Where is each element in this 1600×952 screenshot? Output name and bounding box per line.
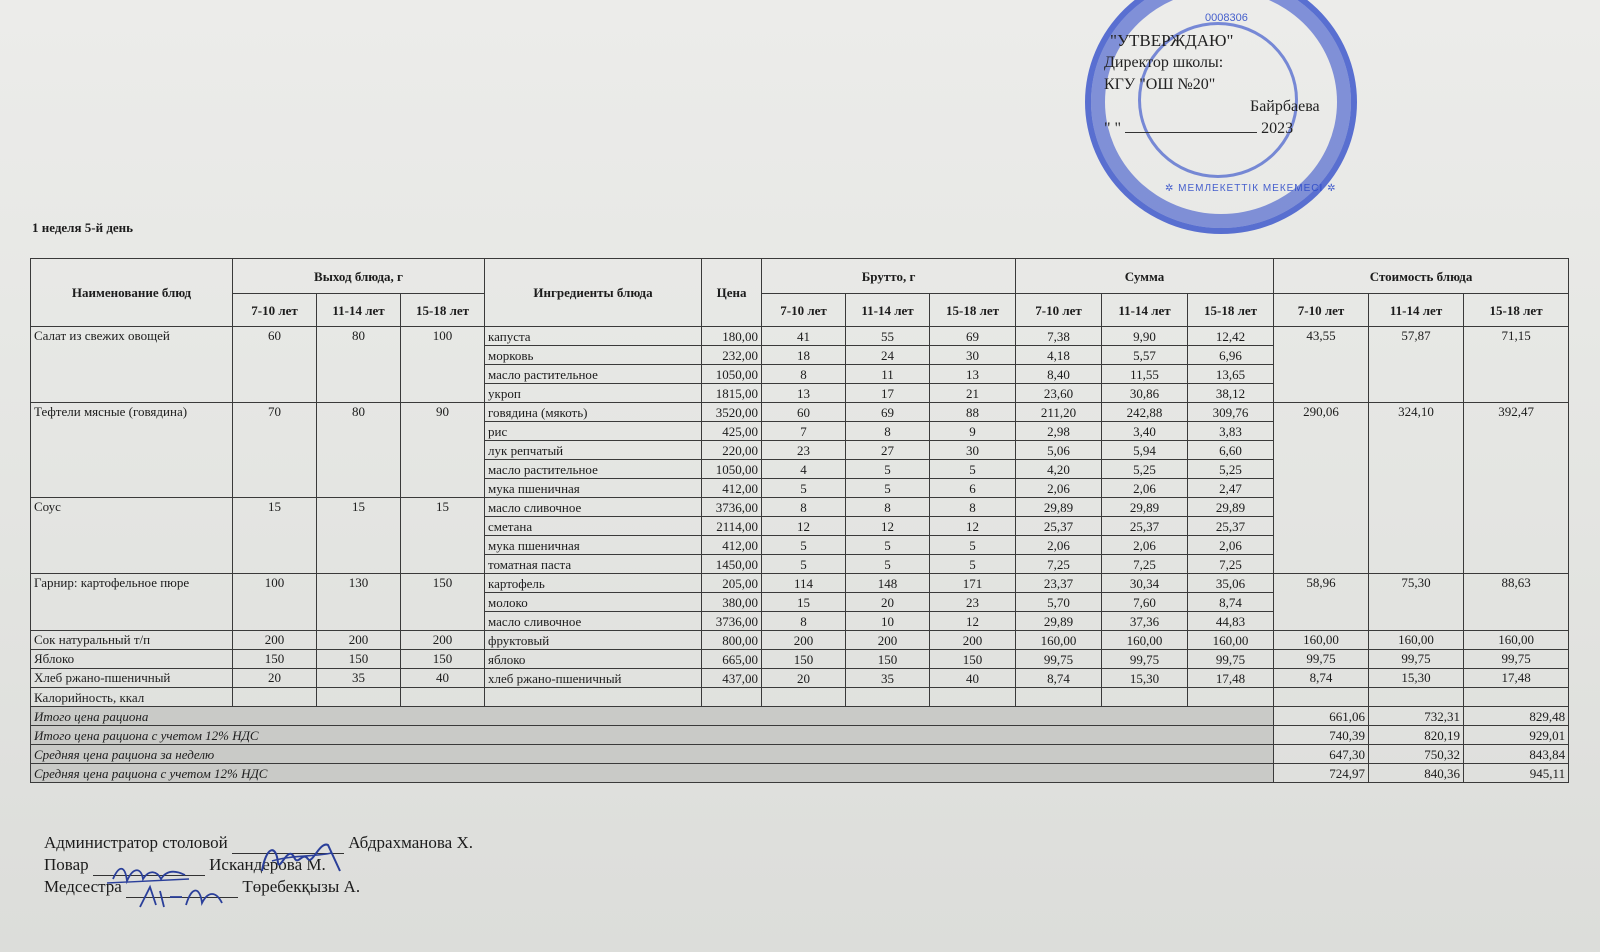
ingredient-name: капуста bbox=[485, 327, 702, 346]
ingredient-sum: 4,18 bbox=[1016, 346, 1102, 365]
ingredient-sum: 29,89 bbox=[1102, 498, 1188, 517]
ingredient-sum: 99,75 bbox=[1188, 650, 1274, 669]
header-sum: Сумма bbox=[1016, 259, 1274, 294]
dish-cost: 160,00 bbox=[1274, 631, 1369, 650]
signature-name: Искандерова М. bbox=[209, 855, 326, 874]
empty-cell bbox=[762, 688, 846, 707]
ingredient-gross: 18 bbox=[762, 346, 846, 365]
signature-field bbox=[126, 897, 238, 898]
seal-code: 0008306 bbox=[1205, 12, 1248, 24]
approval-date-year: 2023 bbox=[1261, 120, 1294, 137]
ingredient-gross: 5 bbox=[846, 479, 930, 498]
dish-output: 60 bbox=[233, 327, 317, 403]
dish-output: 150 bbox=[401, 574, 485, 631]
ingredient-gross: 13 bbox=[762, 384, 846, 403]
empty-cell bbox=[401, 688, 485, 707]
ingredient-gross: 5 bbox=[762, 479, 846, 498]
ingredient-gross: 41 bbox=[762, 327, 846, 346]
ingredient-sum: 30,86 bbox=[1102, 384, 1188, 403]
ingredient-sum: 160,00 bbox=[1102, 631, 1188, 650]
ingredient-sum: 7,38 bbox=[1016, 327, 1102, 346]
dish-output: 70 bbox=[233, 403, 317, 498]
ingredient-sum: 37,36 bbox=[1102, 612, 1188, 631]
ingredient-sum: 38,12 bbox=[1188, 384, 1274, 403]
total-value: 945,11 bbox=[1464, 764, 1569, 783]
calories-row bbox=[31, 688, 1569, 707]
ingredient-sum: 5,06 bbox=[1016, 441, 1102, 460]
ingredient-gross: 69 bbox=[930, 327, 1016, 346]
ingredient-sum: 15,30 bbox=[1102, 669, 1188, 688]
ingredient-sum: 30,34 bbox=[1102, 574, 1188, 593]
ingredient-gross: 30 bbox=[930, 441, 1016, 460]
dish-output: 150 bbox=[317, 650, 401, 669]
empty-cell bbox=[1369, 688, 1464, 707]
header-age: 15-18 лет bbox=[1188, 294, 1274, 327]
ingredient-sum: 29,89 bbox=[1016, 498, 1102, 517]
ingredient-sum: 2,98 bbox=[1016, 422, 1102, 441]
ingredient-name: картофель bbox=[485, 574, 702, 593]
ingredient-sum: 35,06 bbox=[1188, 574, 1274, 593]
ingredient-sum: 6,96 bbox=[1188, 346, 1274, 365]
dish-cost: 17,48 bbox=[1464, 669, 1569, 688]
total-value: 740,39 bbox=[1274, 726, 1369, 745]
dish-name: Соус bbox=[31, 498, 233, 574]
dish-output: 200 bbox=[401, 631, 485, 650]
ingredient-sum: 9,90 bbox=[1102, 327, 1188, 346]
ingredient-sum: 23,37 bbox=[1016, 574, 1102, 593]
ingredient-sum: 2,06 bbox=[1188, 536, 1274, 555]
ingredient-gross: 8 bbox=[762, 498, 846, 517]
ingredient-sum: 8,40 bbox=[1016, 365, 1102, 384]
menu-table bbox=[30, 258, 1569, 783]
empty-cell bbox=[317, 688, 401, 707]
header-age: 11-14 лет bbox=[1102, 294, 1188, 327]
signature-role: Администратор столовой bbox=[44, 833, 228, 852]
dish-output: 200 bbox=[233, 631, 317, 650]
total-row bbox=[31, 707, 1569, 726]
ingredient-name: молоко bbox=[485, 593, 702, 612]
ingredient-sum: 309,76 bbox=[1188, 403, 1274, 422]
dish-output: 100 bbox=[233, 574, 317, 631]
ingredient-sum: 25,37 bbox=[1188, 517, 1274, 536]
ingredient-name: мука пшеничная bbox=[485, 536, 702, 555]
ingredient-gross: 8 bbox=[762, 612, 846, 631]
ingredient-sum: 3,83 bbox=[1188, 422, 1274, 441]
ingredient-sum: 211,20 bbox=[1016, 403, 1102, 422]
ingredient-gross: 150 bbox=[762, 650, 846, 669]
total-value: 929,01 bbox=[1464, 726, 1569, 745]
empty-cell bbox=[846, 688, 930, 707]
ingredient-name: масло сливочное bbox=[485, 498, 702, 517]
ingredient-gross: 40 bbox=[930, 669, 1016, 688]
empty-cell bbox=[1016, 688, 1102, 707]
ingredient-sum: 5,25 bbox=[1102, 460, 1188, 479]
ingredient-price: 220,00 bbox=[702, 441, 762, 460]
signature-line-admin bbox=[44, 832, 473, 854]
header-age: 11-14 лет bbox=[317, 294, 401, 327]
ingredient-name: рис bbox=[485, 422, 702, 441]
ingredient-gross: 55 bbox=[846, 327, 930, 346]
ingredient-sum: 8,74 bbox=[1188, 593, 1274, 612]
header-age: 15-18 лет bbox=[401, 294, 485, 327]
dish-cost: 71,15 bbox=[1464, 327, 1569, 403]
dish-cost: 43,55 bbox=[1274, 327, 1369, 403]
ingredient-name: масло растительное bbox=[485, 460, 702, 479]
ingredient-price: 180,00 bbox=[702, 327, 762, 346]
ingredient-sum: 6,60 bbox=[1188, 441, 1274, 460]
dish-cost: 99,75 bbox=[1464, 650, 1569, 669]
signature-name: Абдрахманова Х. bbox=[348, 833, 473, 852]
ingredient-gross: 5 bbox=[930, 555, 1016, 574]
ingredient-gross: 7 bbox=[762, 422, 846, 441]
ingredient-gross: 5 bbox=[846, 460, 930, 479]
ingredient-gross: 148 bbox=[846, 574, 930, 593]
table-row bbox=[31, 327, 1569, 346]
dish-cost: 88,63 bbox=[1464, 574, 1569, 631]
dish-cost: 160,00 bbox=[1464, 631, 1569, 650]
ingredient-name: фруктовый bbox=[485, 631, 702, 650]
dish-output: 15 bbox=[401, 498, 485, 574]
ingredient-price: 205,00 bbox=[702, 574, 762, 593]
ingredient-sum: 242,88 bbox=[1102, 403, 1188, 422]
ingredient-gross: 114 bbox=[762, 574, 846, 593]
total-row bbox=[31, 764, 1569, 783]
ingredient-sum: 7,25 bbox=[1016, 555, 1102, 574]
total-value: 647,30 bbox=[1274, 745, 1369, 764]
ingredient-price: 3520,00 bbox=[702, 403, 762, 422]
ingredient-sum: 5,70 bbox=[1016, 593, 1102, 612]
ingredient-gross: 5 bbox=[846, 536, 930, 555]
ingredient-gross: 88 bbox=[930, 403, 1016, 422]
ingredient-gross: 6 bbox=[930, 479, 1016, 498]
ingredient-gross: 8 bbox=[846, 422, 930, 441]
ingredient-gross: 171 bbox=[930, 574, 1016, 593]
header-gross: Брутто, г bbox=[762, 259, 1016, 294]
header-age: 11-14 лет bbox=[1369, 294, 1464, 327]
ingredient-gross: 9 bbox=[930, 422, 1016, 441]
total-value: 840,36 bbox=[1369, 764, 1464, 783]
header-age: 7-10 лет bbox=[1274, 294, 1369, 327]
signature-block bbox=[44, 832, 473, 898]
ingredient-name: масло растительное bbox=[485, 365, 702, 384]
ingredient-sum: 5,94 bbox=[1102, 441, 1188, 460]
dish-output: 80 bbox=[317, 403, 401, 498]
ingredient-name: масло сливочное bbox=[485, 612, 702, 631]
ingredient-price: 425,00 bbox=[702, 422, 762, 441]
ingredient-name: говядина (мякоть) bbox=[485, 403, 702, 422]
approval-date-prefix: " " bbox=[1104, 120, 1122, 137]
ingredient-sum: 25,37 bbox=[1016, 517, 1102, 536]
dish-cost: 57,87 bbox=[1369, 327, 1464, 403]
dish-name: Хлеб ржано-пшеничный bbox=[31, 669, 233, 688]
dish-output: 15 bbox=[317, 498, 401, 574]
ingredient-name: лук репчатый bbox=[485, 441, 702, 460]
dish-output: 40 bbox=[401, 669, 485, 688]
ingredient-gross: 17 bbox=[846, 384, 930, 403]
ingredient-gross: 12 bbox=[930, 612, 1016, 631]
ingredient-gross: 5 bbox=[930, 536, 1016, 555]
header-output: Выход блюда, г bbox=[233, 259, 485, 294]
ingredient-price: 232,00 bbox=[702, 346, 762, 365]
approval-block bbox=[1104, 30, 1350, 140]
ingredient-sum: 2,06 bbox=[1102, 479, 1188, 498]
total-label: Итого цена рациона bbox=[31, 707, 1274, 726]
signature-scribble bbox=[232, 837, 352, 877]
ingredient-gross: 21 bbox=[930, 384, 1016, 403]
ingredient-gross: 15 bbox=[762, 593, 846, 612]
ingredient-price: 412,00 bbox=[702, 536, 762, 555]
ingredient-sum: 7,60 bbox=[1102, 593, 1188, 612]
ingredient-name: яблоко bbox=[485, 650, 702, 669]
ingredient-gross: 23 bbox=[930, 593, 1016, 612]
ingredient-sum: 5,25 bbox=[1188, 460, 1274, 479]
approval-title: "УТВЕРЖДАЮ" bbox=[1110, 31, 1234, 50]
header-age: 15-18 лет bbox=[930, 294, 1016, 327]
signature-scribble bbox=[126, 881, 238, 911]
header-age: 11-14 лет bbox=[846, 294, 930, 327]
approval-date bbox=[1104, 118, 1350, 140]
ingredient-gross: 12 bbox=[762, 517, 846, 536]
dish-cost: 324,10 bbox=[1369, 403, 1464, 574]
dish-output: 35 bbox=[317, 669, 401, 688]
header-age: 15-18 лет bbox=[1464, 294, 1569, 327]
ingredient-gross: 12 bbox=[846, 517, 930, 536]
empty-cell bbox=[1102, 688, 1188, 707]
ingredient-gross: 27 bbox=[846, 441, 930, 460]
ingredient-price: 1050,00 bbox=[702, 365, 762, 384]
ingredient-sum: 99,75 bbox=[1016, 650, 1102, 669]
empty-cell bbox=[485, 688, 702, 707]
total-value: 732,31 bbox=[1369, 707, 1464, 726]
ingredient-sum: 25,37 bbox=[1102, 517, 1188, 536]
total-label: Средняя цена рациона за неделю bbox=[31, 745, 1274, 764]
ingredient-sum: 17,48 bbox=[1188, 669, 1274, 688]
empty-cell bbox=[1274, 688, 1369, 707]
header-age: 7-10 лет bbox=[233, 294, 317, 327]
ingredient-price: 1050,00 bbox=[702, 460, 762, 479]
ingredient-name: сметана bbox=[485, 517, 702, 536]
total-value: 661,06 bbox=[1274, 707, 1369, 726]
empty-cell bbox=[233, 688, 317, 707]
total-row bbox=[31, 745, 1569, 764]
ingredient-sum: 29,89 bbox=[1016, 612, 1102, 631]
ingredient-sum: 44,83 bbox=[1188, 612, 1274, 631]
dish-output: 150 bbox=[233, 650, 317, 669]
table-row bbox=[31, 669, 1569, 688]
ingredient-gross: 24 bbox=[846, 346, 930, 365]
table-row bbox=[31, 650, 1569, 669]
ingredient-sum: 7,25 bbox=[1102, 555, 1188, 574]
day-title: 1 неделя 5-й день bbox=[32, 220, 134, 235]
ingredient-sum: 2,06 bbox=[1016, 479, 1102, 498]
ingredient-gross: 200 bbox=[846, 631, 930, 650]
table-row bbox=[31, 631, 1569, 650]
ingredient-gross: 8 bbox=[930, 498, 1016, 517]
header-price: Цена bbox=[702, 259, 762, 327]
ingredient-gross: 5 bbox=[930, 460, 1016, 479]
signature-field bbox=[93, 875, 205, 876]
ingredient-sum: 5,57 bbox=[1102, 346, 1188, 365]
ingredient-name: морковь bbox=[485, 346, 702, 365]
ingredient-gross: 150 bbox=[846, 650, 930, 669]
dish-name: Гарнир: картофельное пюре bbox=[31, 574, 233, 631]
ingredient-gross: 13 bbox=[930, 365, 1016, 384]
ingredient-sum: 2,06 bbox=[1102, 536, 1188, 555]
header-age: 7-10 лет bbox=[762, 294, 846, 327]
ingredient-price: 437,00 bbox=[702, 669, 762, 688]
ingredient-name: хлеб ржано-пшеничный bbox=[485, 669, 702, 688]
dish-name: Салат из свежих овощей bbox=[31, 327, 233, 403]
ingredient-gross: 4 bbox=[762, 460, 846, 479]
ingredient-name: укроп bbox=[485, 384, 702, 403]
ingredient-sum: 2,06 bbox=[1016, 536, 1102, 555]
dish-cost: 75,30 bbox=[1369, 574, 1464, 631]
ingredient-sum: 3,40 bbox=[1102, 422, 1188, 441]
menu-body bbox=[31, 327, 1569, 783]
dish-cost: 392,47 bbox=[1464, 403, 1569, 574]
ingredient-sum: 7,25 bbox=[1188, 555, 1274, 574]
ingredient-price: 1450,00 bbox=[702, 555, 762, 574]
dish-output: 100 bbox=[401, 327, 485, 403]
ingredient-gross: 69 bbox=[846, 403, 930, 422]
dish-cost: 99,75 bbox=[1369, 650, 1464, 669]
empty-cell bbox=[1464, 688, 1569, 707]
ingredient-sum: 8,74 bbox=[1016, 669, 1102, 688]
ingredient-sum: 99,75 bbox=[1102, 650, 1188, 669]
calories-label: Калорийность, ккал bbox=[31, 688, 233, 707]
ingredient-price: 3736,00 bbox=[702, 498, 762, 517]
ingredient-sum: 4,20 bbox=[1016, 460, 1102, 479]
dish-output: 90 bbox=[401, 403, 485, 498]
ingredient-price: 3736,00 bbox=[702, 612, 762, 631]
header-ingredients: Ингредиенты блюда bbox=[485, 259, 702, 327]
ingredient-gross: 150 bbox=[930, 650, 1016, 669]
dish-name: Тефтели мясные (говядина) bbox=[31, 403, 233, 498]
ingredient-gross: 20 bbox=[762, 669, 846, 688]
table-row bbox=[31, 403, 1569, 422]
dish-cost: 8,74 bbox=[1274, 669, 1369, 688]
ingredient-price: 1815,00 bbox=[702, 384, 762, 403]
header-age: 7-10 лет bbox=[1016, 294, 1102, 327]
ingredient-sum: 23,60 bbox=[1016, 384, 1102, 403]
total-row bbox=[31, 726, 1569, 745]
approval-line2: КГУ "ОШ №20" bbox=[1104, 76, 1216, 93]
ingredient-gross: 5 bbox=[762, 536, 846, 555]
ingredient-gross: 5 bbox=[846, 555, 930, 574]
empty-cell bbox=[930, 688, 1016, 707]
dish-name: Сок натуральный т/п bbox=[31, 631, 233, 650]
dish-cost: 290,06 bbox=[1274, 403, 1369, 574]
header-cost: Стоимость блюда bbox=[1274, 259, 1569, 294]
header-dish: Наименование блюд bbox=[31, 259, 233, 327]
ingredient-gross: 8 bbox=[846, 498, 930, 517]
empty-cell bbox=[702, 688, 762, 707]
ingredient-price: 800,00 bbox=[702, 631, 762, 650]
dish-cost: 99,75 bbox=[1274, 650, 1369, 669]
total-value: 724,97 bbox=[1274, 764, 1369, 783]
ingredient-sum: 12,42 bbox=[1188, 327, 1274, 346]
dish-output: 20 bbox=[233, 669, 317, 688]
ingredient-gross: 5 bbox=[762, 555, 846, 574]
ingredient-gross: 30 bbox=[930, 346, 1016, 365]
approval-name: Байрбаева bbox=[1250, 98, 1320, 115]
ingredient-sum: 2,47 bbox=[1188, 479, 1274, 498]
ingredient-price: 380,00 bbox=[702, 593, 762, 612]
dish-cost: 160,00 bbox=[1369, 631, 1464, 650]
ingredient-gross: 200 bbox=[930, 631, 1016, 650]
total-value: 750,32 bbox=[1369, 745, 1464, 764]
ingredient-gross: 8 bbox=[762, 365, 846, 384]
ingredient-gross: 10 bbox=[846, 612, 930, 631]
ingredient-gross: 11 bbox=[846, 365, 930, 384]
total-label: Итого цена рациона с учетом 12% НДС bbox=[31, 726, 1274, 745]
ingredient-gross: 200 bbox=[762, 631, 846, 650]
ingredient-name: мука пшеничная bbox=[485, 479, 702, 498]
ingredient-sum: 13,65 bbox=[1188, 365, 1274, 384]
dish-cost: 15,30 bbox=[1369, 669, 1464, 688]
dish-output: 15 bbox=[233, 498, 317, 574]
ingredient-price: 665,00 bbox=[702, 650, 762, 669]
ingredient-name: томатная паста bbox=[485, 555, 702, 574]
total-value: 829,48 bbox=[1464, 707, 1569, 726]
ingredient-gross: 60 bbox=[762, 403, 846, 422]
signature-role: Медсестра bbox=[44, 877, 122, 896]
ingredient-sum: 160,00 bbox=[1188, 631, 1274, 650]
total-value: 820,19 bbox=[1369, 726, 1464, 745]
dish-output: 200 bbox=[317, 631, 401, 650]
dish-output: 80 bbox=[317, 327, 401, 403]
seal-bottom-text: ✲ МЕМЛЕКЕТТІК МЕКЕМЕСІ ✲ bbox=[1165, 183, 1337, 194]
ingredient-sum: 11,55 bbox=[1102, 365, 1188, 384]
approval-line1: Директор школы: bbox=[1104, 54, 1224, 71]
ingredient-gross: 35 bbox=[846, 669, 930, 688]
dish-name: Яблоко bbox=[31, 650, 233, 669]
dish-output: 130 bbox=[317, 574, 401, 631]
signature-field bbox=[232, 853, 344, 854]
ingredient-sum: 160,00 bbox=[1016, 631, 1102, 650]
ingredient-sum: 29,89 bbox=[1188, 498, 1274, 517]
ingredient-price: 2114,00 bbox=[702, 517, 762, 536]
signature-name: Төребекқызы А. bbox=[242, 877, 361, 896]
ingredient-gross: 12 bbox=[930, 517, 1016, 536]
dish-cost: 58,96 bbox=[1274, 574, 1369, 631]
total-value: 843,84 bbox=[1464, 745, 1569, 764]
empty-cell bbox=[1188, 688, 1274, 707]
signature-role: Повар bbox=[44, 855, 89, 874]
total-label: Средняя цена рациона с учетом 12% НДС bbox=[31, 764, 1274, 783]
ingredient-gross: 20 bbox=[846, 593, 930, 612]
ingredient-price: 412,00 bbox=[702, 479, 762, 498]
ingredient-gross: 23 bbox=[762, 441, 846, 460]
table-row bbox=[31, 574, 1569, 593]
dish-output: 150 bbox=[401, 650, 485, 669]
